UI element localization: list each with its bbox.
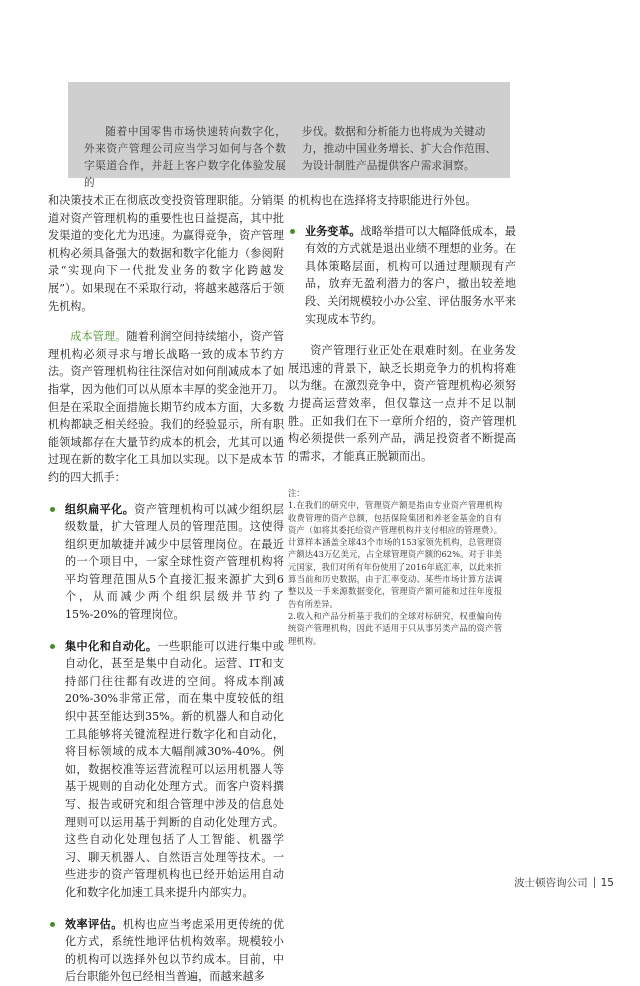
bullet-title: 集中化和自动化。 xyxy=(65,639,158,653)
footer-company: 波士顿咨询公司 xyxy=(514,877,588,889)
bullet-title: 业务变革。 xyxy=(305,224,361,238)
left-column xyxy=(48,192,284,986)
bullet-dot xyxy=(290,229,295,234)
page-footer xyxy=(514,875,614,890)
page-number: 15 xyxy=(600,876,614,889)
bullet-centralization-automation xyxy=(48,638,284,902)
bullet-dot xyxy=(50,644,55,649)
callout-text-left: 随着中国零售市场快速转向数字化，外来资产管理公司应当学习如何与各个数字渠道合作，并赶上客户数字化体验发展的 xyxy=(84,126,286,189)
cost-management-paragraph xyxy=(48,328,284,486)
footer-divider xyxy=(594,877,595,888)
bullet-body: 资产管理机构可以减少组织层级数量，扩大管理人员的管理范围。这使得组织更加敏捷并减少中层管理岗位。在最近的一个项目中，一家全球性资产管理机构将平均管理范围从5个直接汇报来源扩大到6个，从而减少两个组织层级并节约了15%-20%的管理岗位。 xyxy=(65,502,284,622)
bullet-business-transformation xyxy=(288,223,516,329)
bullet-body: 战略举措可以大幅降低成本，最有效的方式就是退出业绩不理想的业务。在具体策略层面，机构可以通过理顺现有产品，放弃无盈利潜力的客户，撤出较差地段、关闭规模较小办公室、评估服务水平来实现成本节约。 xyxy=(305,224,516,326)
right-column xyxy=(288,192,516,465)
bullet-title: 效率评估。 xyxy=(65,917,123,931)
bullet-body: 机构也应当考虑采用更传统的优化方式，系统性地评估机构效率。规模较小的机构可以选择外包以节约成本。目前，中后台职能外包已经相当普遍，而越来越多 xyxy=(65,917,284,984)
callout-text-right: 步伐。数据和分析能力也将成为关键动力，推动中国业务增长、扩大合作范围、为设计制胜产品提供客户需求洞察。 xyxy=(302,126,497,172)
intro-paragraph: 和决策技术正在彻底改变投资管理职能。分销渠道对资产管理机构的重要性也日益提高，其中批发渠道的变化尤为迅速。为赢得竞争，资产管理机构必须具备强大的数据和数字化能力（参阅附录“实现向下一代批发业务的数字化跨越发展”）。如果现在不采取行动，将越来越落后于领先机构。 xyxy=(48,194,284,313)
bullet-dot xyxy=(50,507,55,512)
closing-paragraph: 资产管理行业正处在艰难时刻。在业务发展迅速的背景下，缺乏长期竞争力的机构将难以为继。在激烈竞争中，资产管理机构必须努力提高运营效率，但仅靠这一点并不足以制胜。正如我们在下一章所介绍的，资产管理机构必须提供一系列产品，满足投资者不断提高的需求，才能真正脱颖而出。 xyxy=(288,344,516,463)
cost-management-body: 随着利润空间持续缩小，资产管理机构必须寻求与增长战略一致的成本节约方法。资产管理机构往往深信对如何削减成本了如指掌，因为他们可以从原本丰厚的奖金池开刀。但是在采取全面措施长期节约成本方面，大多数机构都缺乏相关经验。我们的经验显示，所有职能领域都存在大量节约成本的机会，尤其可以通过现在新的数字化工具加以实现。以下是成本节约的四大抓手： xyxy=(48,330,284,484)
footnotes-label: 注： xyxy=(288,488,305,498)
bullet-flatten-organization xyxy=(48,501,284,624)
bullet-dot xyxy=(50,922,55,927)
continued-paragraph: 的机构也在选择将支持职能进行外包。 xyxy=(288,194,477,207)
cost-management-heading: 成本管理。 xyxy=(70,330,127,344)
footnotes xyxy=(288,487,502,647)
bullet-body: 一些职能可以进行集中或自动化，甚至是集中自动化。运营、IT和支持部门往往都有改进的空间。将成本削减20%-30%非常正常，而在集中度较低的组织中甚至能达到35%。新的机器人和自动化工具能够将关键流程进行数字化和自动化，将目标领域的成本大幅削减30%-40%。例如，数据校准等运营流程可以运用机器人等基于规则的自动化处理方式。而客户资料撰写、报告或研究和组合管理中涉及的信息处理则可以运用基于判断的自动化处理方式。这些自动化处理包括了人工智能、机器学习、聊天机器人、自然语言处理等技术。一些进步的资产管理机构也已经开始运用自动化和数字化加速工具来提升内部实力。 xyxy=(65,639,284,899)
bullet-efficiency-assessment xyxy=(48,916,284,986)
footnote-2: 2.收入和产品分析基于我们的全球对标研究，权重偏向传统资产管理机构，因此不适用于只从事另类产品的资产管理机构。 xyxy=(288,610,502,646)
footnote-1: 1.在我们的研究中，管理资产额是指由专业资产管理机构收费管理的资产总额，包括保险集团和养老金基金的自有资产（如将其委托给资产管理机构并支付相应的管理费）。计算样本涵盖全球43个市场的153家领先机构，总管理资产额达43万亿美元，占全球管理资产额的62%。对于非美元国家，我们对所有年份使用了2016年底汇率，以此来折算当前和历史数据，由于汇率变动、某些市场计算方法调整以及一手来源数据变化，管理资产额可能和过往年度报告有所差异。 xyxy=(288,500,502,609)
bullet-title: 组织扁平化。 xyxy=(65,502,135,516)
